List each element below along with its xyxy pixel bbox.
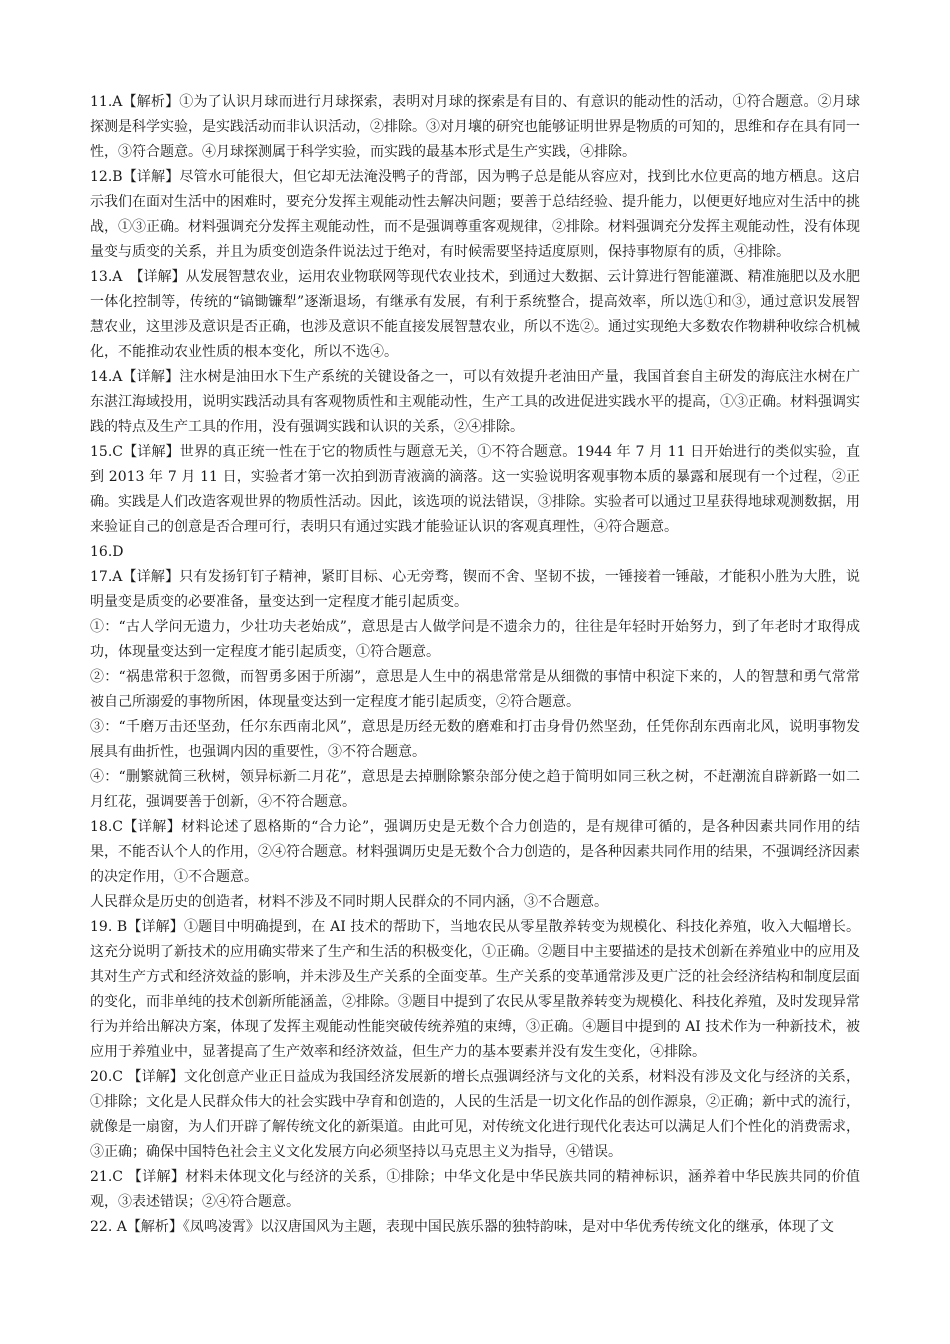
answer-18: 18.C【详解】材料论述了恩格斯的“合力论”，强调历史是无数个合力创造的，是有规律可循的，是各种因素共同作用的结果，不能否认个人的作用，②④符合题意。材料强调历史是无数个合力创造的，是各种因素共同作用的结果，不强调经济因素的决定作用，①不合题意。 xyxy=(90,819,860,885)
answer-12: 12.B【详解】尽管水可能很大，但它却无法淹没鸭子的背部，因为鸭子总是能从容应对，找到比水位更高的地方栖息。这启示我们在面对生活中的困难时，要充分发挥主观能动性去解决问题；要善于总结经验、提升能力，以便更好地应对生活中的挑战，①③正确。材料强调充分发挥主观能动性，而不是强调尊重客观规律，②排除。材料强调充分发挥主观能动性，没有体现量变与质变的关系，并且为质变创造条件说法过于绝对，有时候需要坚持适度原则，保持事物原有的质，④排除。 xyxy=(90,169,860,260)
answer-19: 19. B【详解】①题目中明确提到，在 AI 技术的帮助下，当地农民从零星散养转变为规模化、科技化养殖，收入大幅增长。这充分说明了新技术的应用确实带来了生产和生活的积极变化，①正确。②题目中主要描述的是技术创新在养殖业中的应用及其对生产方式和经济效益的影响，并未涉及生产关系的全面变革。生产关系的变革通常涉及更广泛的社会经济结构和制度层面的变化，而非单纯的技术创新所能涵盖，②排除。③题目中提到了农民从零星散养转变为规模化、科技化养殖，及时发现异常行为并给出解决方案，体现了发挥主观能动性能突破传统养殖的束缚，③正确。④题目中提到的 AI 技术作为一种新技术，被应用于养殖业中，显著提高了生产效率和经济效益，但生产力的基本要素并没有发生变化，④排除。 xyxy=(90,919,860,1060)
answer-14: 14.A【详解】注水树是油田水下生产系统的关键设备之一，可以有效提升老油田产量，我国首套自主研发的海底注水树在广东湛江海域投用，说明实践活动具有客观物质性和主观能动性，生产工具的改进促进实践水平的提高，①③正确。材料强调实践的特点及生产工具的作用，没有强调实践和认识的关系，②④排除。 xyxy=(90,369,860,435)
answer-17-item-3: ③：“千磨万击还坚劲，任尔东西南北风”，意思是历经无数的磨难和打击身骨仍然坚劲，任凭你刮东西南北风，说明事物发展具有曲折性，也强调内因的重要性，③不符合题意。 xyxy=(90,719,860,760)
answer-15: 15.C【详解】世界的真正统一性在于它的物质性与题意无关，①不符合题意。1944 年 7 月 11 日开始进行的类似实验，直到 2013 年 7 月 11 日，实验者才第一次拍到沥青液滴的滴落。这一实验说明客观事物本质的暴露和展现有一个过程，②正确。实践是人们改造客观世界的物质性活动。因此，该选项的说法错误，③排除。实验者可以通过卫星获得地球观测数据，用来验证自己的创意是否合理可行，表明只有通过实践才能验证认识的客观真理性，④符合题意。 xyxy=(90,444,860,535)
answer-17-item-4: ④：“删繁就简三秋树，领异标新二月花”，意思是去掉删除繁杂部分使之趋于简明如同三秋之树，不赶潮流自辟新路一如二月红花，强调要善于创新，④不符合题意。 xyxy=(90,769,860,810)
answer-21: 21.C 【详解】材料未体现文化与经济的关系，①排除；中华文化是中华民族共同的精神标识，涵养着中华民族共同的价值观，③表述错误；②④符合题意。 xyxy=(90,1169,860,1210)
answer-13: 13.A 【详解】从发展智慧农业，运用农业物联网等现代农业技术，到通过大数据、云计算进行智能灌溉、精准施肥以及水肥一体化控制等，传统的“镐锄镰犁”逐渐退场，有继承有发展，有利于系统整合，提高效率，所以选①和③，通过意识发展智慧农业，这里涉及意识是否正确，也涉及意识不能直接发展智慧农业，所以不选②。通过实现绝大多数农作物耕种收综合机械化，不能推动农业性质的根本变化，所以不选④。 xyxy=(90,269,860,360)
answer-16: 16.D xyxy=(90,544,124,560)
answer-11: 11.A【解析】①为了认识月球而进行月球探索，表明对月球的探索是有目的、有意识的能动性的活动，①符合题意。②月球探测是科学实验，是实践活动而非认识活动，②排除。③对月壤的研究也能够证明世界是物质的可知的，思维和存在具有同一性，③符合题意。④月球探测属于科学实验，而实践的最基本形式是生产实践，④排除。 xyxy=(90,94,860,160)
answer-22: 22. A【解析】《凤鸣凌霄》以汉唐国风为主题，表现中国民族乐器的独特韵味，是对中华优秀传统文化的继承，体现了文 xyxy=(90,1219,834,1235)
answer-explanations xyxy=(90,90,860,1240)
answer-17-item-2: ②：“祸患常积于忽微，而智勇多困于所溺”，意思是人生中的祸患常常是从细微的事情中积淀下来的，人的智慧和勇气常常被自己所溺爱的事物所困，体现量变达到一定程度才能引起质变，②符合题意。 xyxy=(90,669,860,710)
answer-17: 17.A【详解】只有发扬钉钉子精神，紧盯目标、心无旁骛，锲而不舍、坚韧不拔，一锤接着一锤敲，才能积小胜为大胜，说明量变是质变的必要准备，量变达到一定程度才能引起质变。 xyxy=(90,569,860,610)
answer-18-continued: 人民群众是历史的创造者，材料不涉及不同时期人民群众的不同内涵，③不合题意。 xyxy=(90,894,608,910)
answer-20: 20.C 【详解】文化创意产业正日益成为我国经济发展新的增长点强调经济与文化的关系，材料没有涉及文化与经济的关系，①排除；文化是人民群众伟大的社会实践中孕育和创造的，人民的生活是一切文化作品的创作源泉，②正确；新中式的流行，就像是一扇窗，为人们开辟了解传统文化的新渠道。由此可见，对传统文化进行现代化表达可以满足人们个性化的消费需求，③正确；确保中国特色社会主义文化发展方向必须坚持以马克思主义为指导，④错误。 xyxy=(90,1069,860,1160)
answer-17-item-1: ①：“古人学问无遗力，少壮功夫老始成”，意思是古人做学问是不遗余力的，往往是年轻时开始努力，到了年老时才取得成功，体现量变达到一定程度才能引起质变，①符合题意。 xyxy=(90,619,860,660)
